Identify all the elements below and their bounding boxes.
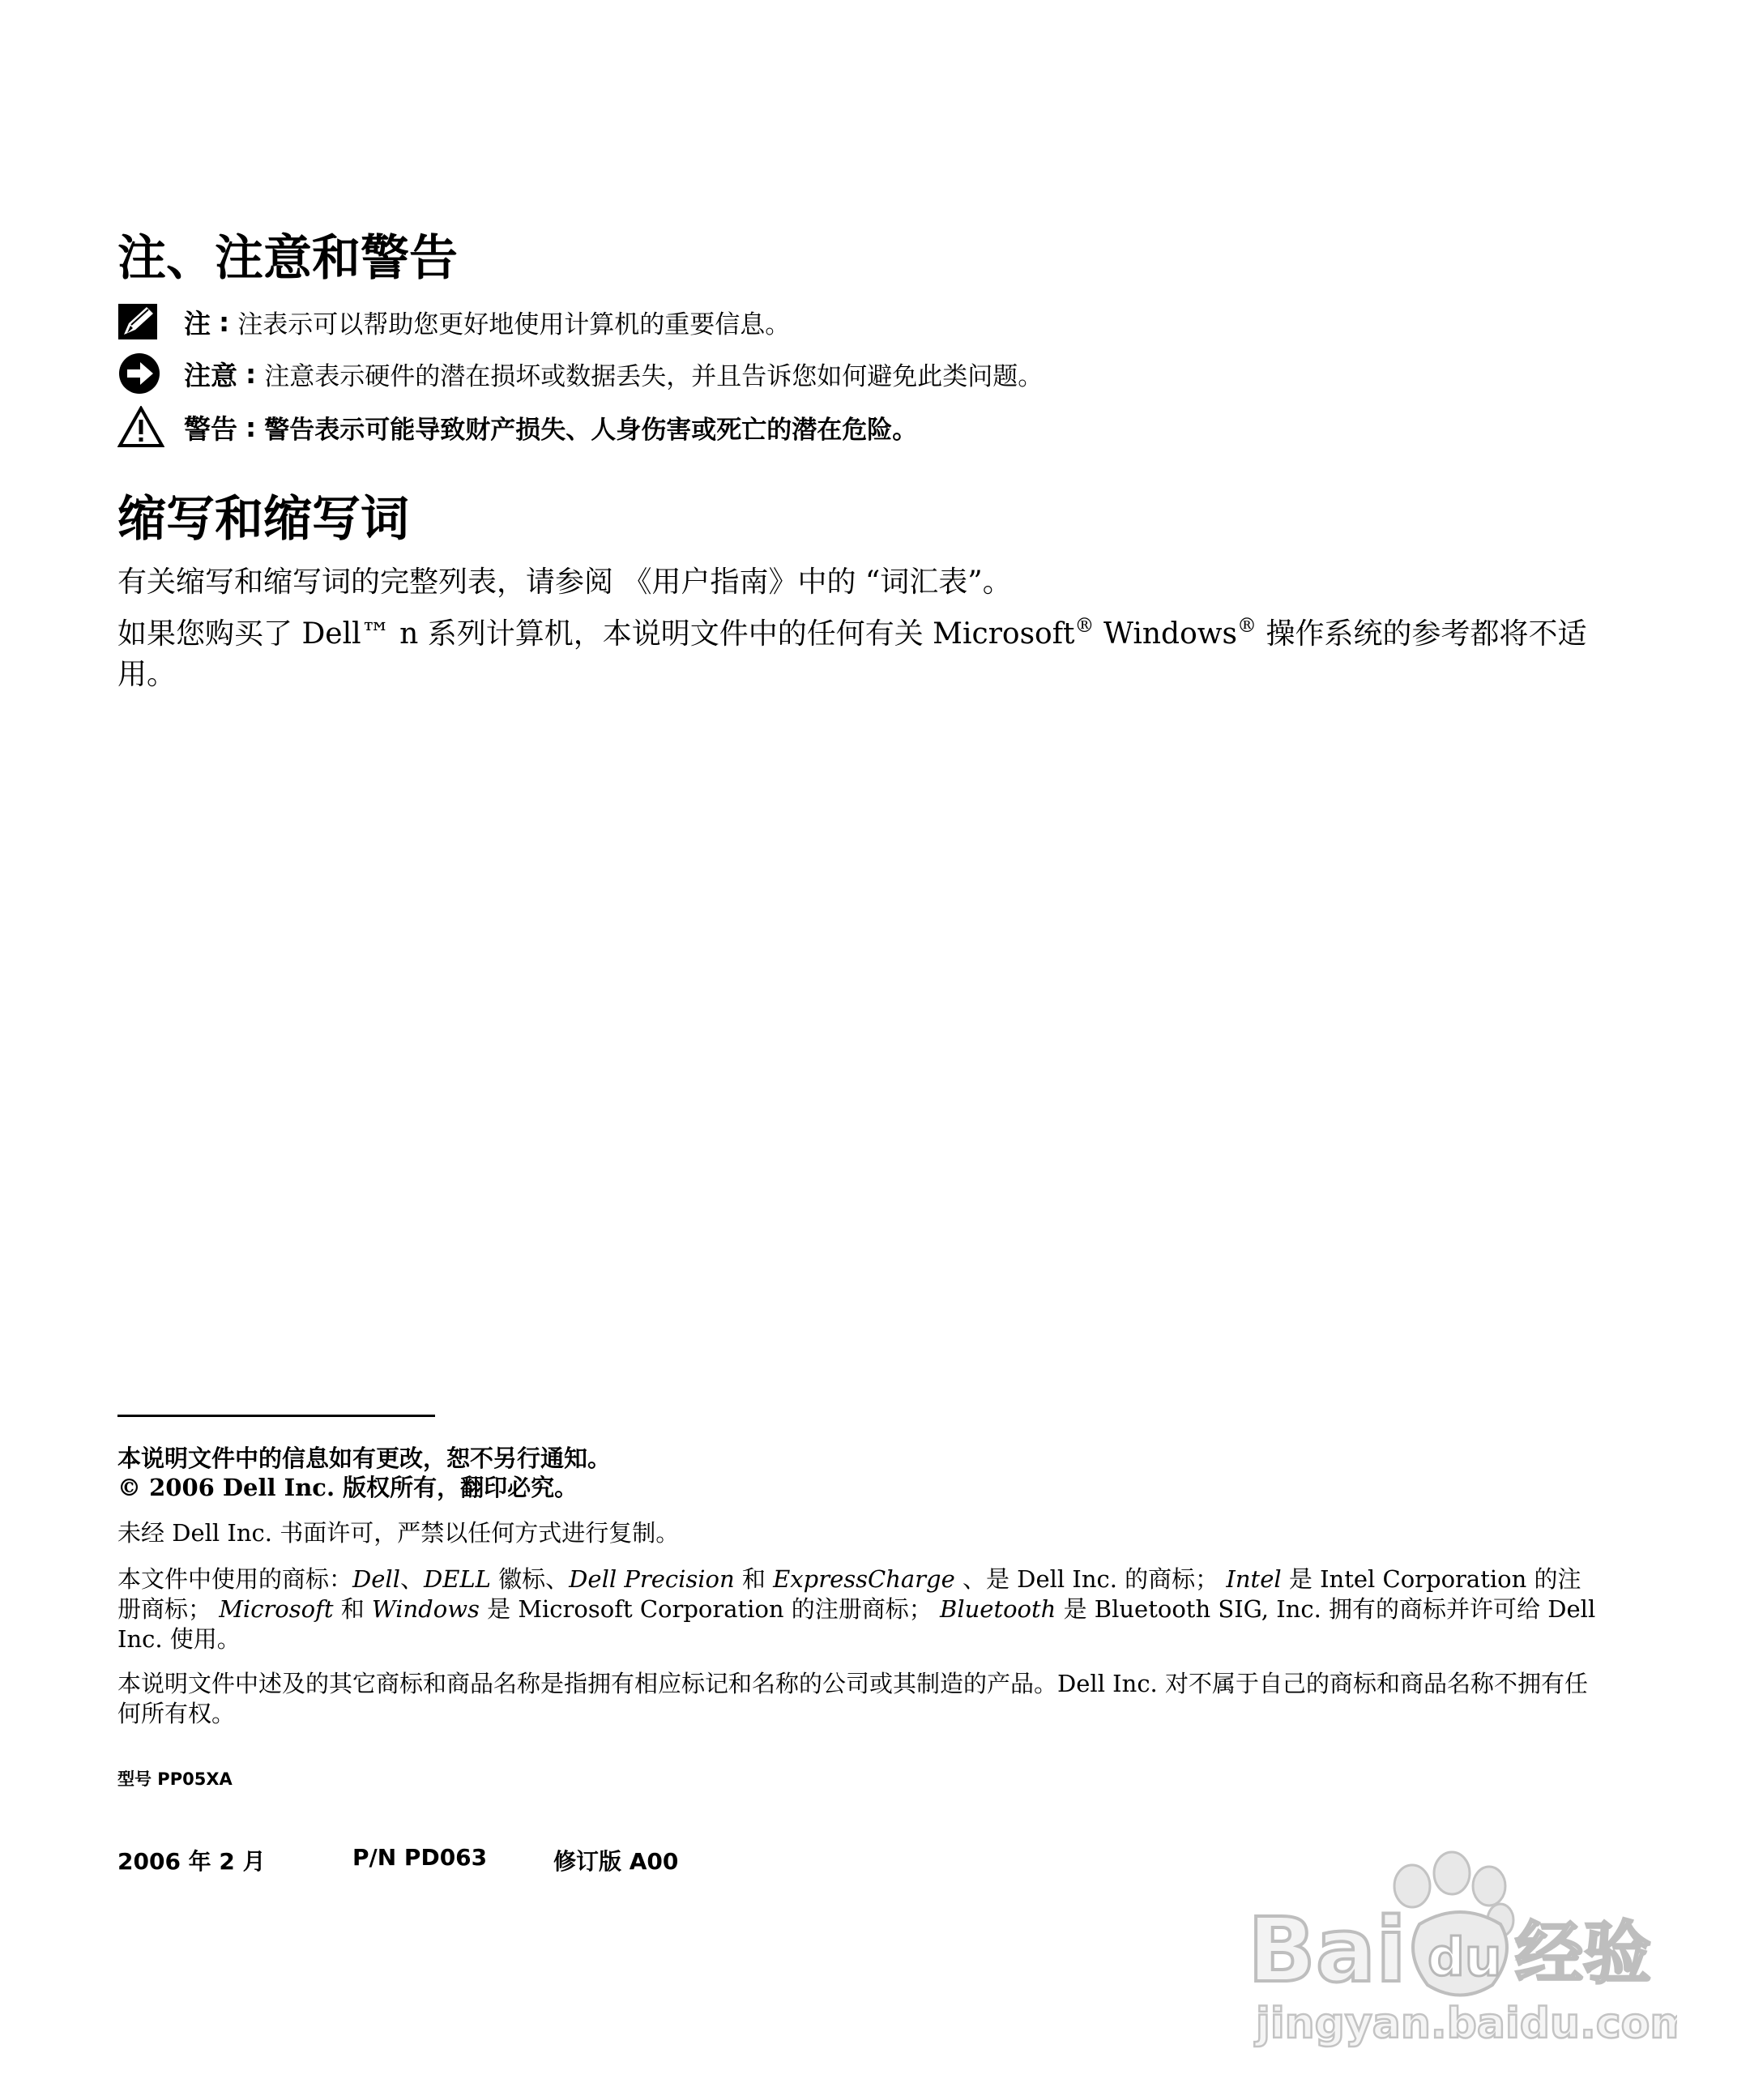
watermark-du-badge — [1413, 1912, 1507, 1995]
trademark-intel: Intel — [1226, 1565, 1282, 1593]
trademark-text: 徽标、 — [490, 1565, 570, 1593]
trademark-text: 和 — [333, 1595, 372, 1623]
circle-arrow-icon — [117, 352, 166, 395]
trademark-windows: Windows — [371, 1595, 480, 1623]
watermark-graphic — [1240, 1839, 1677, 2050]
trademarks-paragraph — [117, 1564, 1600, 1654]
section-heading-notices: 注、注意和警告 — [117, 230, 458, 287]
trademark-text: 是 Intel Corporation 的注册商标； — [117, 1565, 1581, 1623]
publication-date: 2006 年 2 月 — [117, 1848, 266, 1875]
trademark-dell-precision: Dell Precision — [569, 1565, 735, 1593]
info-change-notice: 本说明文件中的信息如有更改，恕不另行通知。 — [117, 1445, 612, 1472]
revision: 修订版 A00 — [553, 1848, 679, 1875]
note-text: 注表示可以帮助您更好地使用计算机的重要信息。 — [237, 309, 791, 339]
watermark-label: 经验 — [1515, 1914, 1652, 1993]
trademark-text: 和 — [734, 1565, 774, 1593]
pencil-note-icon — [117, 300, 166, 344]
windows-paragraph-part2: Windows — [1094, 617, 1238, 651]
note-row — [117, 300, 790, 344]
trademark-microsoft: Microsoft — [219, 1595, 334, 1623]
windows-paragraph-part3: 操作系统的参考都将不适用。 — [117, 617, 1587, 691]
warning-label: 警告 — [184, 412, 237, 445]
trademark-expresscharge: ExpressCharge — [773, 1565, 955, 1593]
registered-mark: ® — [1074, 614, 1095, 637]
caution-label: 注意 — [184, 359, 237, 391]
trademark-dell-logo: DELL — [424, 1565, 491, 1593]
trademark-text: 是 Microsoft Corporation 的注册商标； — [479, 1595, 941, 1623]
trademark-bluetooth: Bluetooth — [940, 1595, 1056, 1623]
caution-text: 注意表示硬件的潜在损坏或数据丢失，并且告诉您如何避免此类问题。 — [264, 361, 1044, 391]
reproduction-notice: 未经 Dell Inc. 书面许可，严禁以任何方式进行复制。 — [117, 1519, 680, 1547]
abbreviations-paragraph: 有关缩写和缩写词的完整列表，请参阅 《用户指南》中的 “词汇表”。 — [117, 566, 1012, 599]
windows-paragraph-part1: 如果您购买了 Dell™ n 系列计算机，本说明文件中的任何有关 Microsoft — [117, 617, 1075, 651]
part-number: P/N PD063 — [352, 1844, 488, 1871]
baidu-jingyan-watermark — [1240, 1839, 1677, 2050]
footnote-rule — [117, 1415, 435, 1417]
warning-separator: : — [245, 411, 257, 443]
watermark-url: jingyan.baidu.com — [1256, 2000, 1677, 2048]
caution-row — [117, 352, 1043, 395]
windows-paragraph — [117, 614, 1600, 695]
trademark-text: 本文件中使用的商标： — [117, 1565, 353, 1593]
watermark-brand: Bai — [1248, 1898, 1406, 2002]
copyright-line: © 2006 Dell Inc. 版权所有，翻印必究。 — [117, 1474, 578, 1501]
trademark-text: 是 Bluetooth SIG, Inc. 拥有的商标并许可给 Dell Inc. 使用。 — [117, 1595, 1596, 1653]
trademark-text: 、 — [399, 1565, 424, 1593]
note-label: 注 — [184, 307, 211, 339]
caution-separator: : — [245, 357, 257, 390]
section-heading-abbreviations: 缩写和缩写词 — [117, 491, 409, 548]
warning-triangle-icon — [117, 405, 166, 449]
watermark-brand-du: du — [1428, 1928, 1502, 1988]
warning-row — [117, 405, 917, 449]
trademark-text: 、是 Dell Inc. 的商标； — [954, 1565, 1227, 1593]
other-trademarks-paragraph: 本说明文件中述及的其它商标和商品名称是指拥有相应标记和名称的公司或其制造的产品。Dell Inc. 对不属于自己的商标和商品名称不拥有任何所有权。 — [117, 1670, 1588, 1727]
warning-text: 警告表示可能导致财产损失、人身伤害或死亡的潜在危险。 — [264, 415, 918, 445]
registered-mark: ® — [1237, 614, 1257, 637]
trademark-dell: Dell — [352, 1565, 400, 1593]
model-number: 型号 PP05XA — [117, 1769, 233, 1789]
note-separator: : — [219, 305, 230, 338]
